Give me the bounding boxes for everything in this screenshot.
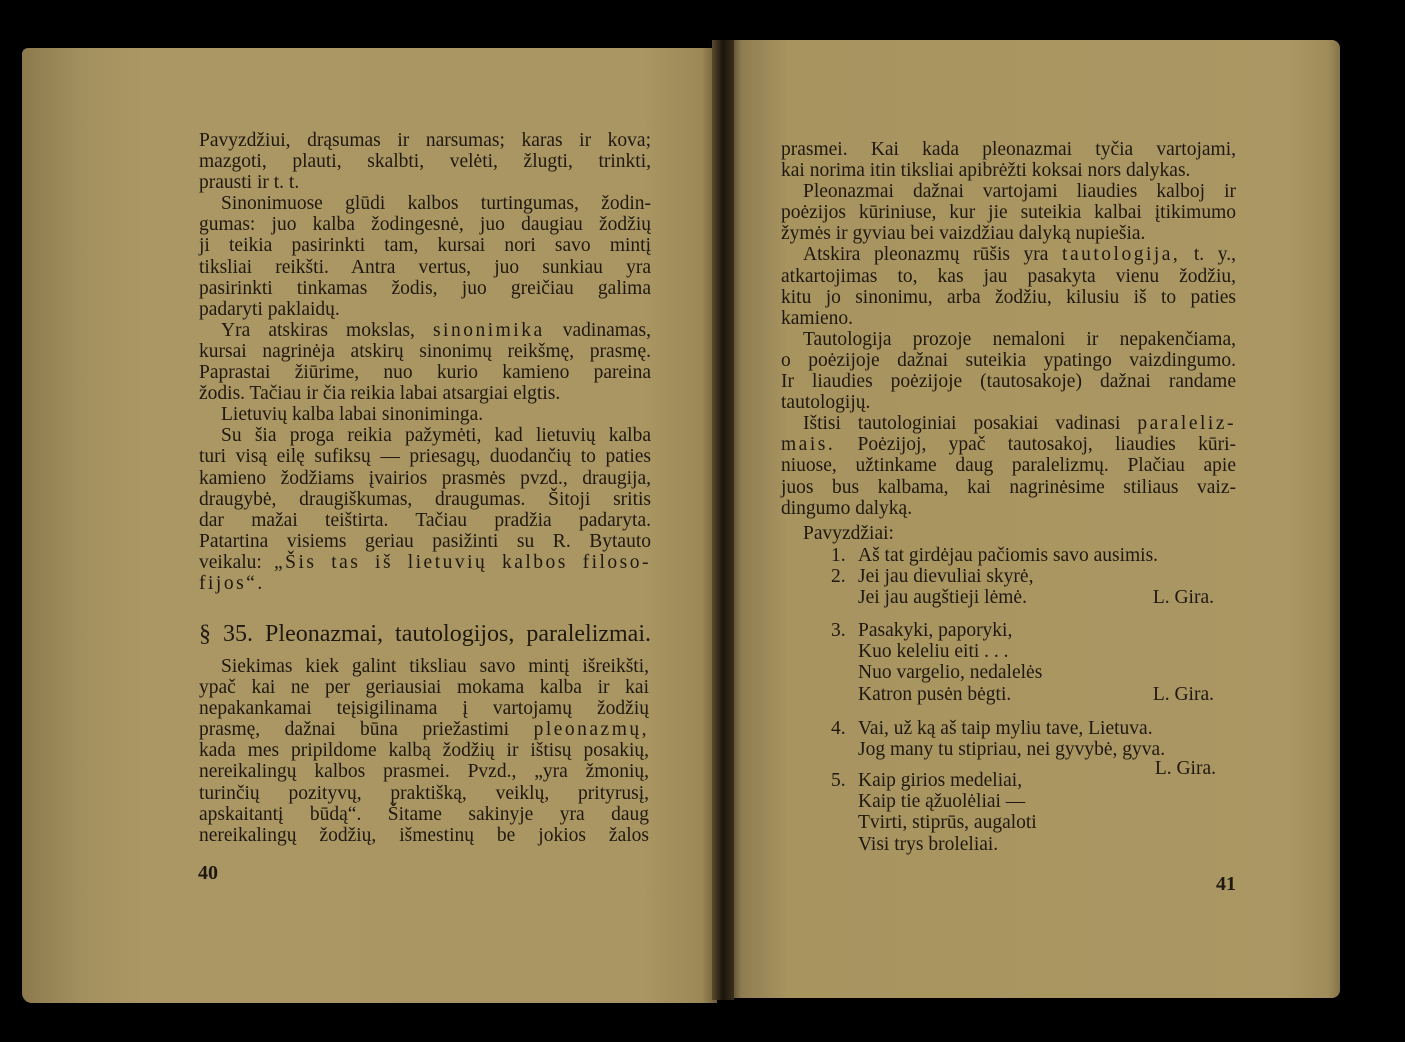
text-line: gumas: juo kalba žodingesnė, juo daugiau žodžių — [199, 214, 651, 236]
text-line: Pleonazmai dažnai vartojami liaudies kalboj ir — [803, 181, 1236, 203]
text-line: Yra atskiras mokslas, sinonimika vadinamas, — [221, 319, 652, 341]
example-author: L. Gira. — [1154, 758, 1216, 779]
emphasized-word: „Šis tas iš lietuvių kalbos filoso- — [274, 551, 651, 573]
text-line: draugybė, draugiškumas, draugumas. Šitoji sritis — [199, 488, 651, 510]
text-line: niuose, užtinkame daug paralelizmų. Plačiau apie — [781, 455, 1236, 477]
text-line: kamieno žodžiams įvairios prasmės pvzd., draugija, — [199, 467, 651, 489]
example-line: Aš tat girdėjau pačiomis savo ausimis. — [858, 545, 1159, 566]
text-line: turinčių pozityvų, praktišką, veiklų, prityrusį, — [199, 782, 649, 804]
text-line: tautologijų. — [781, 392, 871, 414]
text-line: dingumo dalyką. — [781, 497, 913, 519]
page-number-left: 40 — [198, 862, 218, 884]
text-line: prasmę, dažnai būna priežastimi pleonazmų, — [199, 719, 649, 741]
text-line: Sinonimuose glūdi kalbos turtingumas, žodin- — [221, 193, 651, 215]
text-line: apskaitantį būdą“. Šitame sakinyje yra daug — [199, 803, 649, 825]
section-heading: § 35. Pleonazmai, tautologijos, paralelizmai. — [199, 621, 651, 647]
text-line: ji teikia pasirinkti tam, kursai nori savo mintį — [199, 235, 651, 257]
page-number-right: 41 — [1216, 873, 1236, 895]
text-line: nereikalingų kalbos prasmei. Pvzd., „yra žmonių, — [199, 761, 649, 783]
examples-label: Pavyzdžiai: — [803, 523, 894, 544]
text-line: Pavyzdžiui, drąsumas ir narsumas; karas ir kova; — [199, 130, 651, 151]
emphasized-word: sinonimika — [432, 319, 545, 341]
text-line: Ir liaudies poėzijoje (tautosakoje) dažnai randame — [781, 371, 1236, 393]
text-line: kitu jo sinonimu, arba žodžiu, kilusiu iš to paties — [781, 286, 1236, 308]
text-line: pasirinkti tinkamas žodis, juo greičiau galima — [199, 277, 651, 299]
example-line: Vai, už ką aš taip myliu tave, Lietuva. — [858, 718, 1153, 739]
example-line: Kaip girios medeliai, — [858, 770, 1023, 791]
emphasized-word: mais. — [781, 434, 836, 456]
text-line: atkartojimas to, kas jau pasakyta vienu žodžiu, — [781, 265, 1236, 287]
text-line: mais. Poėzijoj, ypač tautosakoj, liaudies kūri- — [781, 434, 1236, 456]
example-number: 1. — [831, 545, 846, 566]
text-line: Ištisi tautologiniai posakiai vadinasi paraleliz- — [803, 413, 1236, 435]
example-line: Visi trys broleliai. — [858, 833, 999, 855]
left-page-section-text — [199, 656, 649, 846]
example-line: Pasakyki, paporyki, — [858, 620, 1013, 641]
example-line: Kuo keleliu eiti . . . — [858, 641, 1009, 663]
text-line: tiksliai reikšti. Antra vertus, juo sunkiau yra — [199, 256, 651, 278]
text-line: Tautologija prozoje nemaloni ir nepakenčiama, — [803, 328, 1236, 350]
text-line: kada mes pripildome kalbą žodžių ir ištisų posakių, — [199, 740, 649, 762]
example-line: Jei jau augštieji lėmė. — [858, 587, 1027, 609]
example-line: Katron pusėn bėgti. — [858, 683, 1012, 705]
example-number: 2. — [831, 566, 846, 587]
text-line: Siekimas kiek galint tiksliau savo mintį išreikšti, — [221, 656, 649, 677]
text-line: mazgoti, plauti, skalbti, velėti, žlugti, trinkti, — [199, 151, 651, 173]
text-line: nepakankamai teįsigilinama į vartojamų žodžių — [199, 698, 649, 720]
example-line: Nuo vargelio, nedalelės — [858, 662, 1043, 684]
example-author: L. Gira. — [1152, 683, 1214, 705]
text-line: poėzijos kūriniuse, kur jie suteikia kalbai įtikimumo — [781, 202, 1236, 224]
text-line: prausti ir t. t. — [199, 172, 300, 194]
example-line: Kaip tie ąžuolėliai — — [858, 791, 1026, 813]
example-line: Jog many tu stipriau, nei gyvybė, gyva. — [858, 739, 1166, 761]
text-line: Atskira pleonazmų rūšis yra tautologija, t. y., — [803, 244, 1237, 266]
emphasized-word: pleonazmų, — [533, 719, 649, 741]
text-line: Paprastai žiūrime, nuo kurio kamieno pareina — [199, 362, 651, 384]
left-page-text — [199, 130, 651, 594]
text-line: o poėzijoje dažnai suteikia ypatingo vaizdingumo. — [781, 349, 1236, 371]
text-line: kai norima itin tiksliai apibrėžti koksai nors dalykas. — [781, 160, 1191, 182]
example-line: Tvirti, stiprūs, augaloti — [858, 812, 1037, 834]
example-number: 5. — [831, 770, 846, 791]
text-line: Su šia proga reikia pažymėti, kad lietuvių kalba — [221, 425, 651, 447]
text-line — [199, 573, 651, 594]
right-page-text — [781, 139, 1236, 519]
emphasized-word: fijos“. — [199, 572, 265, 594]
text-line: kamieno. — [781, 307, 854, 329]
example-line: Jei jau dievuliai skyrė, — [858, 566, 1034, 587]
text-line: prasmei. Kai kada pleonazmai tyčia vartojami, — [781, 139, 1236, 160]
text-line: nereikalingų žodžių, išmestinų be jokios žalos — [199, 824, 649, 846]
text-line: kursai nagrinėja atskirų sinonimų reikšmę, prasmę. — [199, 340, 651, 362]
text-line: žymės ir gyviau bei vaizdžiau dalyką nupiešia. — [781, 223, 1146, 245]
example-number: 3. — [831, 620, 846, 641]
text-line: dar mažai teištirta. Tačiau pradžia padaryta. — [199, 509, 651, 531]
book-spine — [712, 40, 734, 1000]
example-number: 4. — [831, 718, 846, 739]
emphasized-word: paraleliz- — [1137, 413, 1236, 435]
emphasized-word: tautologija, — [1062, 244, 1181, 266]
text-line: žodis. Tačiau ir čia reikia labai atsargiai elgtis. — [199, 383, 561, 405]
text-line: juos bus kalbama, kai nagrinėsime stiliaus vaiz- — [781, 476, 1236, 498]
text-line: ypač kai ne per geriausiai mokama kalba ir kai — [199, 677, 649, 699]
text-line: veikalu: „Šis tas iš lietuvių kalbos filoso- — [199, 551, 651, 573]
text-line: padaryti paklaidų. — [199, 298, 340, 320]
text-line: Lietuvių kalba labai sinoniminga. — [221, 404, 484, 426]
text-line: turi visą eilę sufiksų — priesagų, duodančių to paties — [199, 446, 651, 468]
example-author: L. Gira. — [1152, 587, 1214, 609]
text-line: Patartina visiems geriau pasižinti su R. Bytauto — [199, 530, 651, 552]
